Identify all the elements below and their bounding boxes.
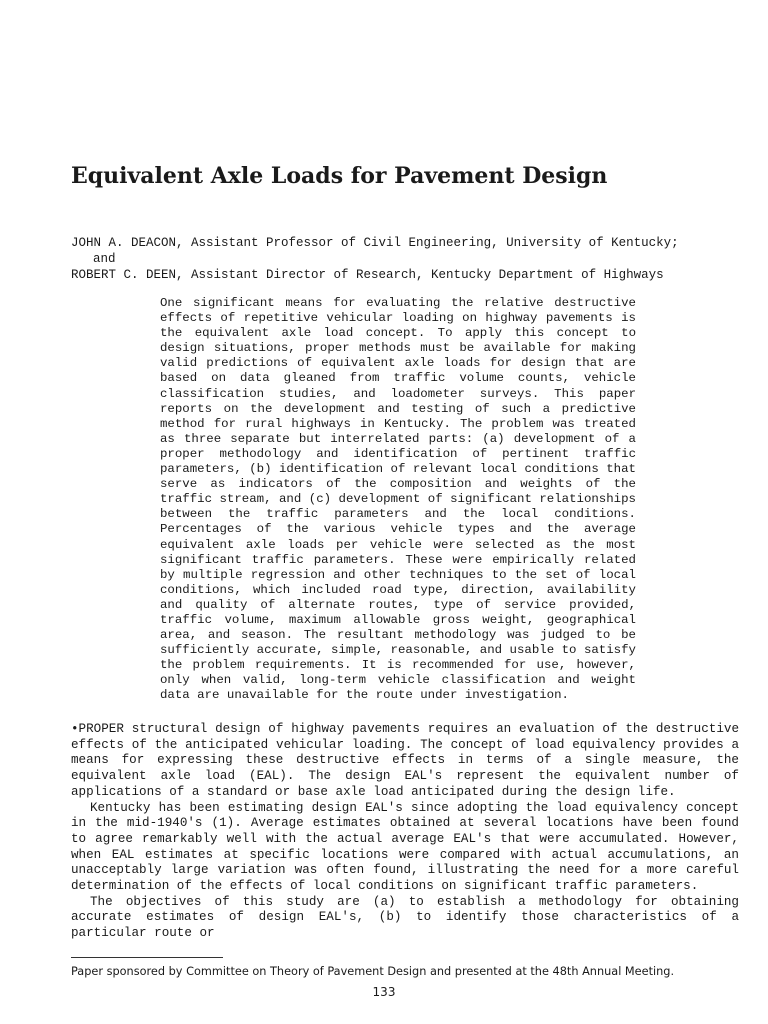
author-deen: ROBERT C. DEEN, Assistant Director of Research, Kentucky Department of Highways (71, 268, 664, 282)
body-paragraph-objectives: The objectives of this study are (a) to establish a methodology for obtaining accurate estimates of design EAL's, (b) to identify those characteristics of a particular route or (71, 894, 739, 941)
body-text (71, 722, 739, 942)
body-paragraph-intro: •PROPER structural design of highway pavements requires an evaluation of the destructive effects of the anticipated vehicular loading. The concept of load equivalency provides a means for expressing these destructive effects in terms of a single measure, the equivalent axle load (EAL). The design EAL's represent the equivalent number of applications of a standard or base axle load anticipated during the design life. (71, 722, 739, 799)
abstract (160, 296, 636, 704)
body-paragraph-history: Kentucky has been estimating design EAL's since adopting the load equivalency concept in the mid-1940's (1). Average estimates obtained at several locations have been found to agree remarkably well with the actual average EAL's that were accumulated. However, when EAL estimates at specific locations were compared with actual accumulations, an unacceptably large variation was often found, illustrating the need for a more careful determination of the effects of local conditions on significant traffic parameters. (71, 800, 739, 894)
author-block (71, 235, 741, 283)
footnote-divider (71, 957, 223, 958)
page-number: 133 (372, 985, 396, 999)
footnote: Paper sponsored by Committee on Theory of Pavement Design and presented at the 48th Annual Meeting. (71, 965, 675, 978)
abstract-text: One significant means for evaluating the relative destructive effects of repetitive vehicular loading on highway pavements is the equivalent axle load concept. To apply this concept to design situations, proper methods must be available for making valid predictions of equivalent axle loads for design that are based on data gleaned from traffic volume counts, vehicle classification studies, and loadometer surveys. This paper reports on the development and testing of such a predictive method for rural highways in Kentucky. The problem was treated as three separate but interrelated parts: (a) development of a proper methodology and identification of pertinent traffic parameters, (b) identification of relevant local conditions that serve as indicators of the composition and weights of the traffic stream, and (c) development of significant relationships between the traffic parameters and the local conditions. Percentages of the various vehicle types and the average equivalent axle loads per vehicle were selected as the most significant traffic parameters. These were empirically related by multiple regression and other techniques to the set of local conditions, which included road type, direction, availability and quality of alternate routes, type of service provided, traffic volume, maximum allowable gross weight, geographical area, and season. The resultant methodology was judged to be sufficiently accurate, simple, reasonable, and usable to satisfy the problem requirements. It is recommended for use, however, only when valid, long-term vehicle classification and weight data are unavailable for the route under investigation. (160, 296, 636, 703)
author-deacon: JOHN A. DEACON, Assistant Professor of Civil Engineering, University of Kentucky; (71, 236, 679, 250)
paper-title: Equivalent Axle Loads for Pavement Design (71, 163, 608, 189)
author-conjunction: and (93, 252, 116, 266)
